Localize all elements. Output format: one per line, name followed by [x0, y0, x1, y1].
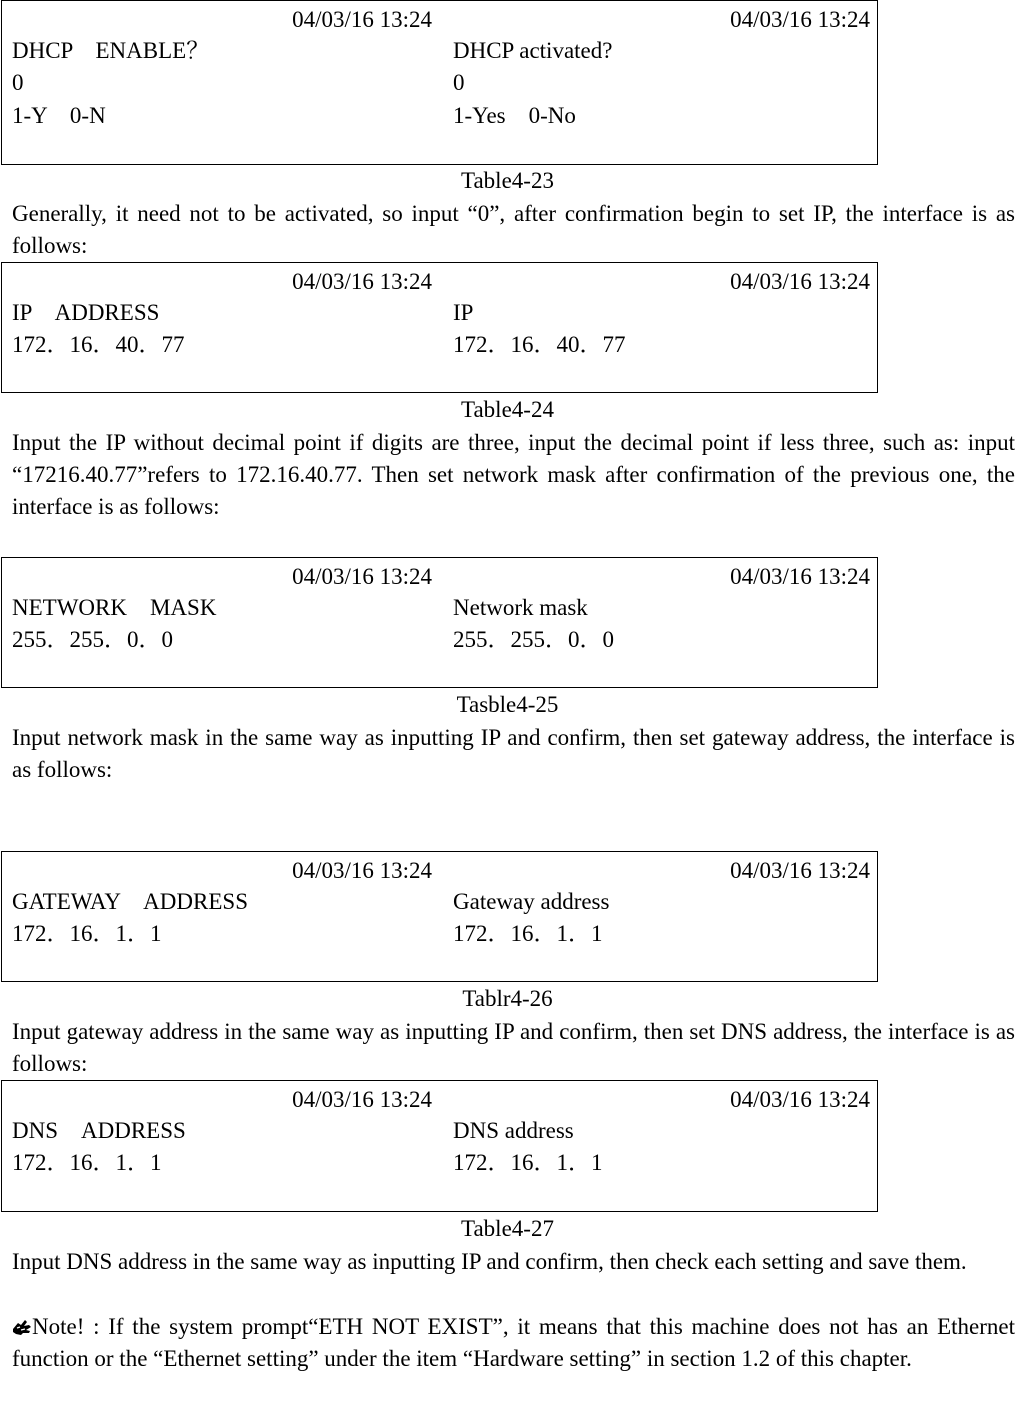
body-paragraph: Input DNS address in the same way as inputting IP and confirm, then check each setting and save them. [12, 1249, 967, 1274]
lcd-line: 0 [453, 70, 465, 95]
lcd-timestamp: 04/03/16 13:24 [730, 269, 870, 294]
lcd-line: Gateway address [453, 889, 610, 914]
table-caption: Tasble4-25 [456, 692, 559, 717]
table-caption: Table4-27 [461, 1216, 554, 1241]
lcd-timestamp: 04/03/16 13:24 [730, 564, 870, 589]
lcd-panel-left [12, 263, 432, 392]
lcd-screen-ip [1, 262, 878, 393]
lcd-line: 172．16．1．1 [453, 1150, 603, 1175]
lcd-screen-dhcp [1, 0, 878, 165]
body-paragraph: Generally, it need not to be activated, so input “0”, after confirmation begin to set IP, the interface is as follows: [12, 201, 1015, 258]
lcd-panel-left [12, 1, 432, 164]
lcd-panel-left [12, 1081, 432, 1211]
lcd-panel-right [453, 558, 870, 687]
note-text: Note! : If the system prompt“ETH NOT EXIST”, it means that this machine does not has an Ethernet function or the “Ethernet setting” under the item “Hardware setting” in section 1.2 of this chapter. [12, 1314, 1015, 1371]
table-caption: Table4-23 [461, 168, 554, 193]
lcd-line: DNS ADDRESS [12, 1118, 186, 1143]
table-caption: Tablr4-26 [462, 986, 553, 1011]
lcd-line: 172．16．1．1 [453, 921, 603, 946]
lcd-line: DHCP activated? [453, 38, 613, 63]
note-hand-icon [12, 1318, 32, 1336]
lcd-line: DHCP ENABLE？ [12, 38, 210, 63]
note-paragraph [12, 1311, 1015, 1375]
lcd-timestamp: 04/03/16 13:24 [292, 858, 432, 883]
lcd-timestamp: 04/03/16 13:24 [292, 269, 432, 294]
table-caption: Table4-24 [461, 397, 554, 422]
lcd-panel-left [12, 558, 432, 687]
lcd-line: 1-Yes 0-No [453, 103, 576, 128]
lcd-timestamp: 04/03/16 13:24 [730, 858, 870, 883]
lcd-screen-gateway [1, 851, 878, 982]
lcd-line: 1-Y 0-N [12, 103, 106, 128]
body-paragraph: Input gateway address in the same way as inputting IP and confirm, then set DNS address, the interface is as follows: [12, 1019, 1015, 1076]
lcd-panel-right [453, 263, 870, 392]
body-paragraph: Input network mask in the same way as inputting IP and confirm, then set gateway address, the interface is as follows: [12, 725, 1015, 782]
lcd-timestamp: 04/03/16 13:24 [292, 1087, 432, 1112]
body-paragraph: Input the IP without decimal point if digits are three, input the decimal point if less three, such as: input “17216.40.77”refers to 172.16.40.77. Then set network mask after confirmation of the previous one, the interface is as follows: [12, 430, 1015, 519]
lcd-line: GATEWAY ADDRESS [12, 889, 248, 914]
lcd-line: 172．16．1．1 [12, 1150, 162, 1175]
lcd-panel-right [453, 1, 870, 164]
lcd-line: NETWORK MASK [12, 595, 217, 620]
lcd-screen-network-mask [1, 557, 878, 688]
lcd-panel-right [453, 852, 870, 981]
lcd-line: Network mask [453, 595, 588, 620]
lcd-panel-right [453, 1081, 870, 1211]
lcd-line: 172．16．1．1 [12, 921, 162, 946]
lcd-line: IP [453, 300, 474, 325]
lcd-timestamp: 04/03/16 13:24 [730, 1087, 870, 1112]
lcd-timestamp: 04/03/16 13:24 [730, 7, 870, 32]
lcd-line: DNS address [453, 1118, 574, 1143]
lcd-timestamp: 04/03/16 13:24 [292, 564, 432, 589]
lcd-panel-left [12, 852, 432, 981]
lcd-line: 172．16．40．77 [453, 332, 626, 357]
lcd-timestamp: 04/03/16 13:24 [292, 7, 432, 32]
lcd-screen-dns [1, 1080, 878, 1212]
lcd-line: 255．255．0．0 [453, 627, 614, 652]
lcd-line: IP ADDRESS [12, 300, 160, 325]
lcd-line: 172．16．40．77 [12, 332, 185, 357]
lcd-line: 255．255．0．0 [12, 627, 173, 652]
lcd-line: 0 [12, 70, 24, 95]
